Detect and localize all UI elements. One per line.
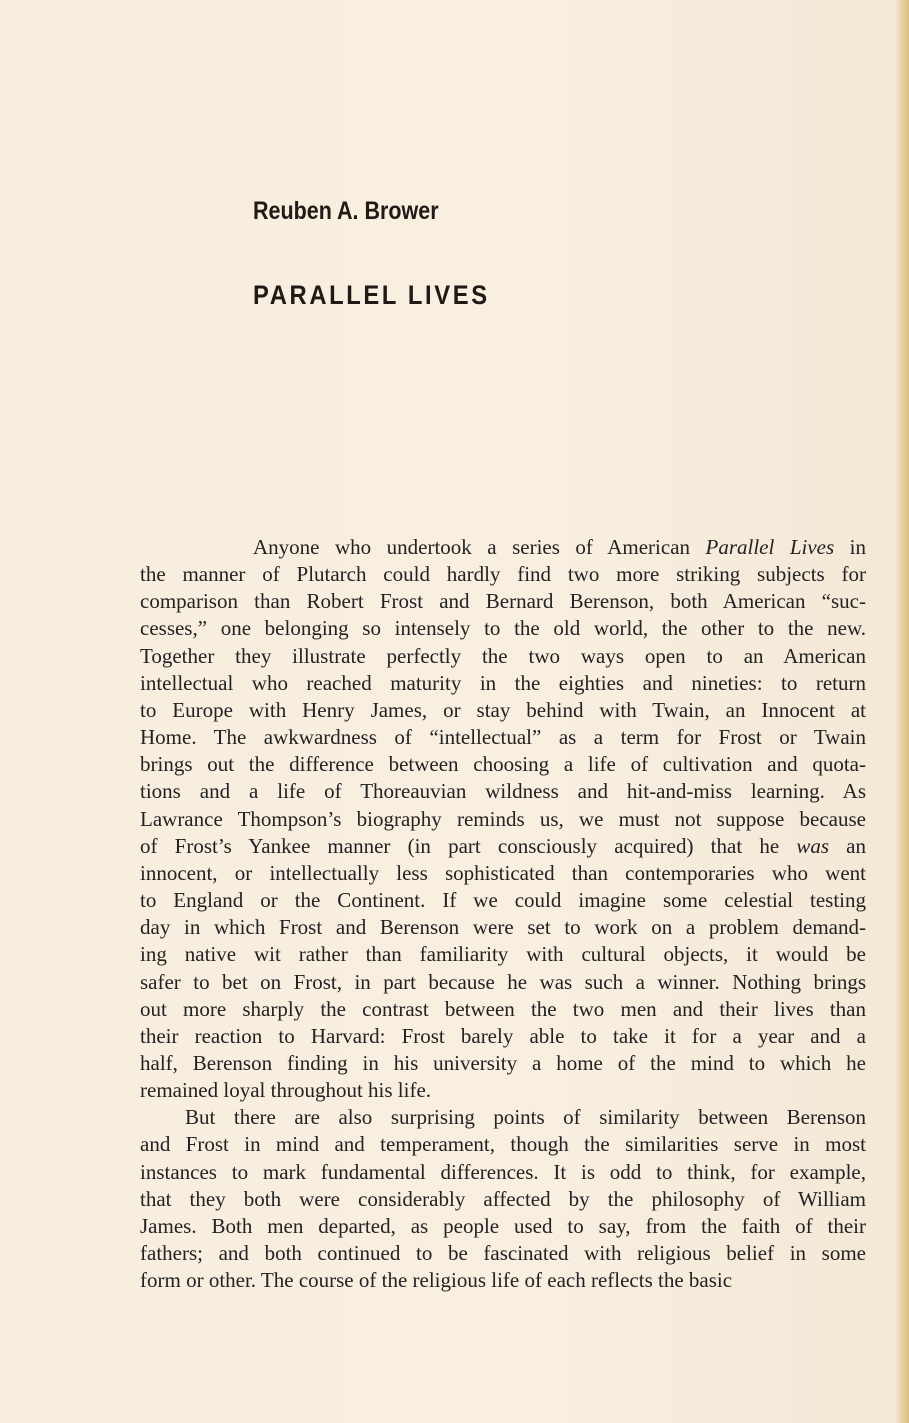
text-line: remained loyal throughout his life.: [140, 1078, 432, 1103]
text-line: Home. The awkwardness of “intellectual” as a term for Frost or Twain: [140, 725, 866, 750]
text-line: instances to mark fundamental differences. It is odd to think, for example,: [140, 1159, 866, 1184]
chapter-title: PARALLEL LIVES: [253, 280, 490, 310]
text-line: that they both were considerably affected by the philosophy of William: [140, 1186, 866, 1211]
text-line: Anyone who undertook a series of American Parallel Lives in: [253, 535, 866, 559]
text-line: brings out the difference between choosing a life of cultivation and quota-: [140, 752, 866, 777]
text-line: to Europe with Henry James, or stay behind with Twain, an Innocent at: [140, 697, 866, 722]
text-line: out more sharply the contrast between the two men and their lives than: [140, 996, 866, 1021]
text-line: innocent, or intellectually less sophisticated than contemporaries who went: [140, 860, 866, 885]
text-line: of Frost’s Yankee manner (in part consciously acquired) that he was an: [140, 833, 866, 858]
text-line: Lawrance Thompson’s biography reminds us, we must not suppose because: [140, 806, 866, 831]
text-line: ing native wit rather than familiarity with cultural objects, it would be: [140, 942, 866, 967]
paragraph-1: [140, 534, 866, 1104]
paragraph-2: [140, 1104, 866, 1294]
text-line: comparison than Robert Frost and Bernard Berenson, both American “suc-: [140, 589, 866, 614]
text-line: day in which Frost and Berenson were set to work on a problem demand-: [140, 915, 866, 940]
text-line: the manner of Plutarch could hardly find two more striking subjects for: [140, 562, 866, 587]
text-line: But there are also surprising points of similarity between Berenson: [185, 1105, 866, 1130]
text-line: fathers; and both continued to be fascinated with religious belief in some: [140, 1241, 866, 1266]
text-line: and Frost in mind and temperament, though the similarities serve in most: [140, 1132, 866, 1157]
text-line: their reaction to Harvard: Frost barely able to take it for a year and a: [140, 1023, 866, 1048]
body-text: [140, 534, 866, 1294]
text-line: James. Both men departed, as people used to say, from the faith of their: [140, 1213, 866, 1238]
author-name: Reuben A. Brower: [253, 197, 439, 225]
text-line: cesses,” one belonging so intensely to the old world, the other to the new.: [140, 616, 866, 641]
text-line: Together they illustrate perfectly the two ways open to an American: [140, 643, 866, 668]
text-line: tions and a life of Thoreauvian wildness and hit-and-miss learning. As: [140, 779, 866, 804]
page-edge: [895, 0, 909, 1423]
text-line: intellectual who reached maturity in the eighties and nineties: to return: [140, 670, 866, 695]
text-line: to England or the Continent. If we could imagine some celestial testing: [140, 888, 866, 913]
text-line: safer to bet on Frost, in part because he was such a winner. Nothing brings: [140, 969, 866, 994]
text-line: half, Berenson finding in his university a home of the mind to which he: [140, 1050, 866, 1075]
text-line: form or other. The course of the religious life of each reflects the basic: [140, 1268, 733, 1293]
